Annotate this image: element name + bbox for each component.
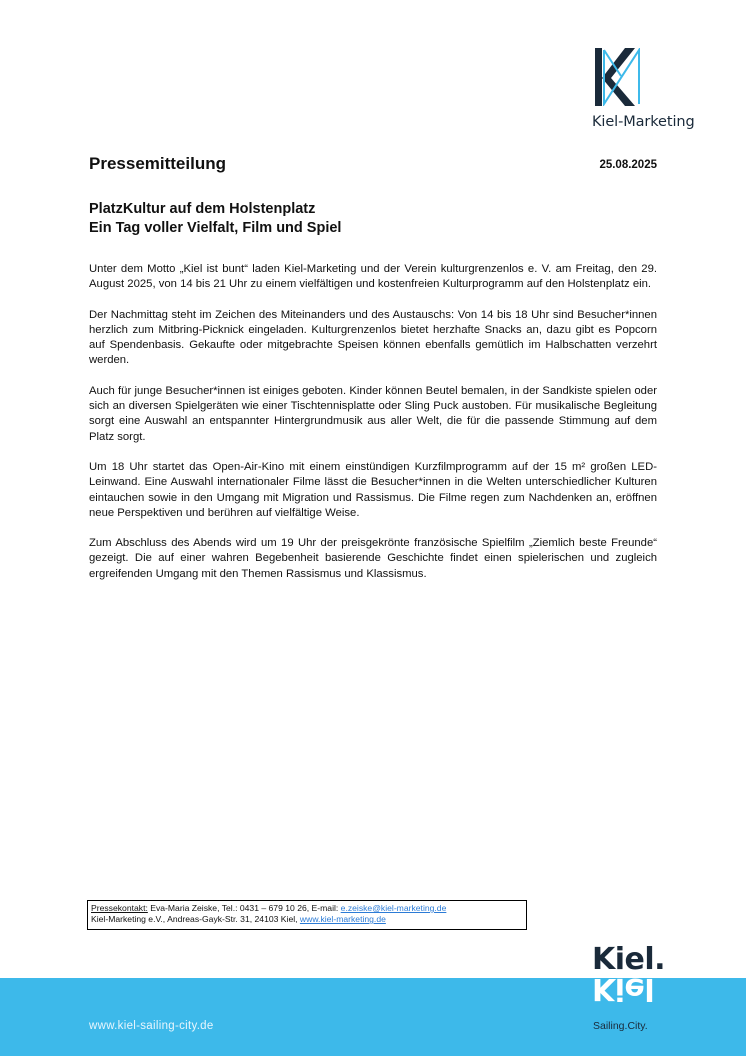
title-line-2: Ein Tag voller Vielfalt, Film und Spiel — [89, 220, 342, 236]
page-heading: Pressemitteilung — [89, 154, 226, 173]
paragraph-2: Der Nachmittag steht im Zeichen des Miteinanders und des Austauschs: Von 14 bis 18 Uhr sind Besucher*innen herzlich zum Mitbring-Picknick eingeladen. Kulturgrenzenlos bietet herzhafte Snacks an, dazu gibt es Popcorn auf Spendenbasis. Gekaufte oder mitgebrachte Speisen können ebenfalls gemütlich im Halbschatten verzehrt werden. — [89, 308, 657, 367]
contact-label: Pressekontakt: — [91, 903, 148, 913]
logo-word-mirrored: Kiel — [592, 971, 655, 1006]
contact-address: Kiel-Marketing e.V., Andreas-Gayk-Str. 31, 24103 Kiel, — [91, 914, 300, 924]
contact-website-link[interactable]: www.kiel-marketing.de — [299, 914, 386, 924]
body-text — [89, 262, 657, 597]
k-mark-icon — [595, 48, 645, 106]
paragraph-4: Um 18 Uhr startet das Open-Air-Kino mit einem einstündigen Kurzfilmprogramm auf der 15 m² großen LED-Leinwand. Eine Auswahl internationaler Filme lässt die Besucher*innen in die Welten unterschiedlicher Kulturen eintauchen sowie in den Umgang mit Migration und Rassismus. Die Filme regen zum Nachdenken an, eröffnen neue Perspektiven und berühren auf vielfältige Weise. — [89, 460, 657, 519]
kiel-sailing-city-logo — [592, 944, 682, 1036]
contact-email-link[interactable]: e.zeiske@kiel-marketing.de — [340, 903, 447, 913]
title-line-1: PlatzKultur auf dem Holstenplatz — [89, 201, 316, 217]
press-contact-box — [87, 900, 527, 930]
press-title — [89, 200, 341, 238]
kiel-marketing-logo — [592, 48, 695, 136]
paragraph-1: Unter dem Motto „Kiel ist bunt“ laden Kiel-Marketing und der Verein kulturgrenzenlos e. V. am Freitag, den 29. August 2025, von 14 bis 21 Uhr zu einem vielfältigen und kostenfreien Kulturprogramm auf den Holstenplatz ein. — [89, 263, 657, 291]
paragraph-5: Zum Abschluss des Abends wird um 19 Uhr der preisgekrönte französische Spielfilm „Ziemlich beste Freunde“ gezeigt. Die auf einer wahren Begebenheit basierende Geschichte findet einen spielerischen und zugleich ergreifenden Umgang mit den Themen Rassismus und Klassismus. — [89, 537, 657, 580]
contact-line-1 — [91, 903, 526, 914]
paragraph-3: Auch für junge Besucher*innen ist einiges geboten. Kinder können Beutel bemalen, in der Sandkiste spielen oder sich an diversen Spielgeräten wie einer Tischtennisplatte oder Sling Puck austoben. Für musikalische Begleitung sorgt eine Auswahl an entspannter Hintergrundmusik aus aller Welt, die für die passende Stimmung auf dem Platz sorgt. — [89, 384, 657, 443]
footer-url[interactable]: www.kiel-sailing-city.de — [89, 1020, 214, 1032]
logo-word: Kiel. — [592, 942, 666, 977]
logo-tagline: Sailing.City. — [593, 1020, 648, 1032]
release-date: 25.08.2025 — [599, 159, 657, 171]
contact-details: Eva-Maria Zeiske, Tel.: 0431 – 679 10 26, E-mail: — [147, 903, 341, 913]
logo-brand-text: Kiel-Marketing — [592, 114, 695, 130]
contact-line-2 — [91, 914, 526, 925]
